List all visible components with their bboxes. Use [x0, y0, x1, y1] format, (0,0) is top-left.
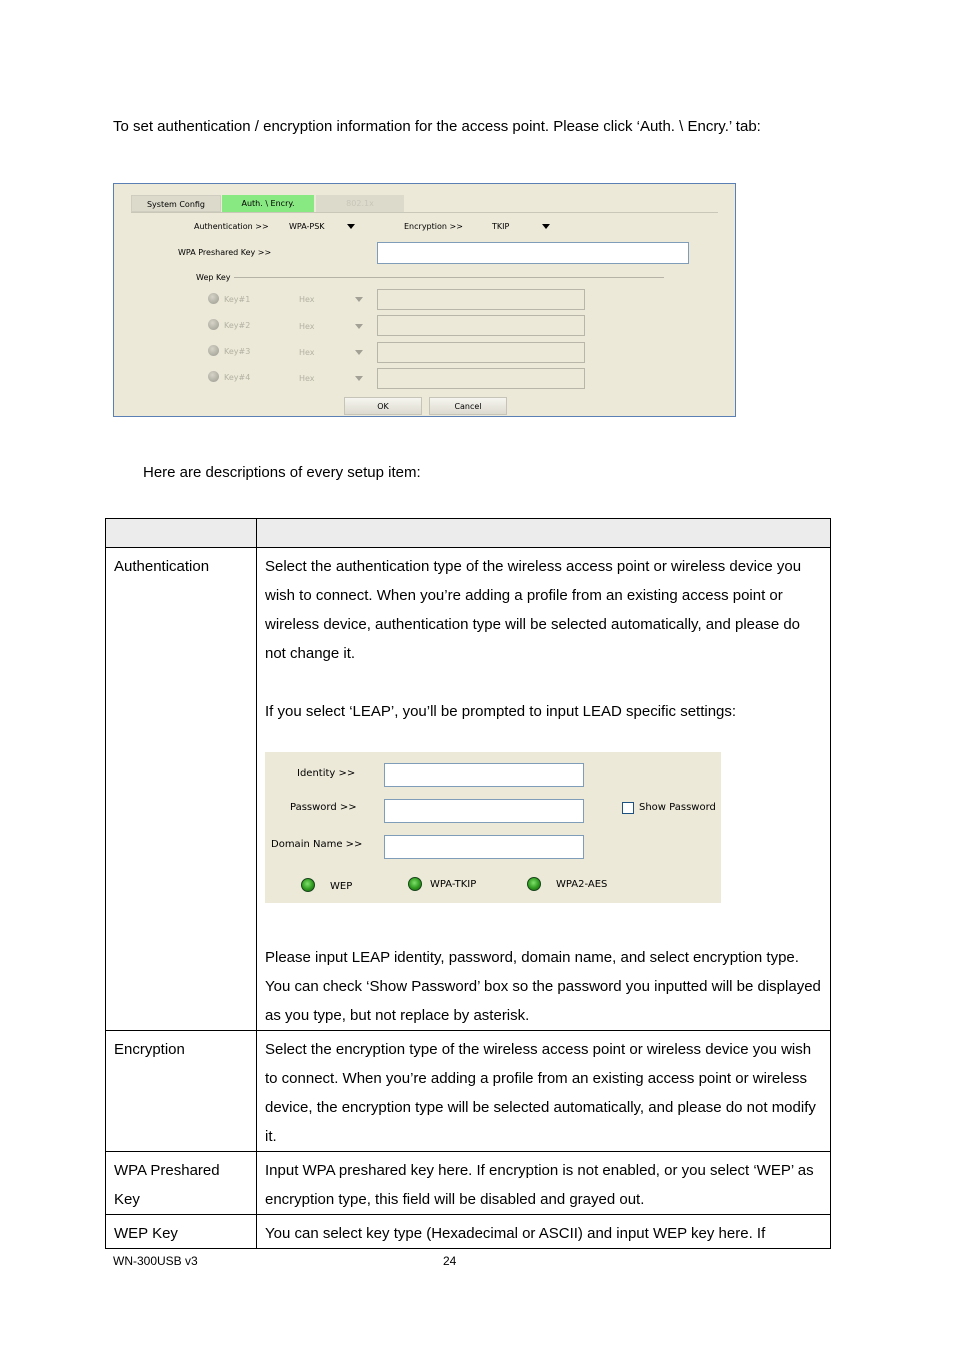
wep-radio-label: WEP — [330, 881, 353, 892]
authentication-label: Authentication >> — [194, 222, 269, 231]
tab-divider — [131, 212, 718, 213]
key2-input[interactable] — [377, 315, 585, 336]
password-input[interactable] — [384, 799, 584, 823]
key3-type-select[interactable]: Hex — [299, 348, 315, 357]
item-description: Select the encryption type of the wireless access point or wireless device you wish to connect. When you’re adding a profile from an existing access point or wireless device, the encryption type will be selected automatically, and please do not modify it. — [257, 1031, 831, 1152]
key3-radio[interactable] — [208, 345, 219, 356]
authentication-select[interactable]: WPA-PSK — [289, 222, 325, 231]
encryption-label: Encryption >> — [404, 222, 463, 231]
key3-label: Key#3 — [224, 347, 251, 356]
key2-radio[interactable] — [208, 319, 219, 330]
domain-name-label: Domain Name >> — [271, 839, 363, 850]
footer-page-number: 24 — [443, 1254, 457, 1268]
table-row — [106, 548, 831, 1031]
wpa-psk-input[interactable] — [377, 242, 689, 264]
wpa-tkip-radio[interactable] — [408, 877, 422, 891]
footer-model: WN-300USB v3 — [113, 1254, 198, 1268]
description-text: If you select ‘LEAP’, you’ll be prompted to input LEAD specific settings: — [265, 703, 737, 720]
wep-radio[interactable] — [301, 878, 315, 892]
wpa2-aes-radio-label: WPA2-AES — [556, 879, 608, 890]
wep-key-group-divider — [234, 277, 664, 278]
description-text: Please input LEAP identity, password, domain name, and select encryption type. You can check ‘Show Password’ box so the password you inputted will be displayed as you type, but not replace by asterisk. — [265, 949, 821, 1024]
descriptions-intro: Here are descriptions of every setup item: — [143, 464, 421, 481]
cancel-button[interactable]: Cancel — [429, 397, 507, 415]
key4-radio[interactable] — [208, 371, 219, 382]
wpa-tkip-radio-label: WPA-TKIP — [430, 879, 477, 890]
authentication-dropdown-icon[interactable] — [347, 224, 355, 229]
wpa-psk-label: WPA Preshared Key >> — [178, 248, 272, 257]
wpa2-aes-radio[interactable] — [527, 877, 541, 891]
item-name: WPA Preshared Key — [106, 1152, 257, 1215]
key4-label: Key#4 — [224, 373, 251, 382]
key3-input[interactable] — [377, 342, 585, 363]
table-header-cell — [106, 519, 257, 548]
table-header-cell — [257, 519, 831, 548]
key1-input[interactable] — [377, 289, 585, 310]
table-header-row — [106, 519, 831, 548]
show-password-label: Show Password — [639, 802, 716, 813]
leap-settings-screenshot — [265, 752, 721, 903]
wep-key-group-label: Wep Key — [196, 273, 231, 282]
ok-button[interactable]: OK — [344, 397, 422, 415]
key3-type-dropdown-icon[interactable] — [355, 350, 363, 355]
key2-type-dropdown-icon[interactable] — [355, 324, 363, 329]
auth-encry-panel — [113, 183, 736, 417]
description-text: Select the authentication type of the wireless access point or wireless device you wish to connect. When you’re adding a profile from an existing access point or wireless device, authentication type will be selected automatically, and please do not change it. — [265, 558, 802, 662]
key1-type-select[interactable]: Hex — [299, 295, 315, 304]
tab-auth-encry[interactable]: Auth. \ Encry. — [222, 195, 314, 212]
tab-system-config[interactable]: System Config — [131, 195, 221, 212]
intro-text: To set authentication / encryption information for the access point. Please click ‘Auth. \ Encry.’ tab: — [113, 118, 761, 135]
key4-type-select[interactable]: Hex — [299, 374, 315, 383]
identity-label: Identity >> — [297, 768, 356, 779]
encryption-select[interactable]: TKIP — [492, 222, 510, 231]
tab-8021x[interactable]: 802.1x — [316, 195, 404, 212]
key2-label: Key#2 — [224, 321, 251, 330]
key1-label: Key#1 — [224, 295, 251, 304]
table-row — [106, 1031, 831, 1152]
password-label: Password >> — [290, 802, 357, 813]
encryption-dropdown-icon[interactable] — [542, 224, 550, 229]
item-description: You can select key type (Hexadecimal or ASCII) and input WEP key here. If — [257, 1215, 831, 1249]
item-description: Input WPA preshared key here. If encryption is not enabled, or you select ‘WEP’ as encryption type, this field will be disabled and grayed out. — [257, 1152, 831, 1215]
identity-input[interactable] — [384, 763, 584, 787]
key1-type-dropdown-icon[interactable] — [355, 297, 363, 302]
table-row — [106, 1152, 831, 1215]
item-name: Authentication — [106, 548, 257, 1031]
show-password-checkbox[interactable] — [622, 802, 634, 814]
key4-type-dropdown-icon[interactable] — [355, 376, 363, 381]
setup-items-table — [105, 518, 831, 1249]
key2-type-select[interactable]: Hex — [299, 322, 315, 331]
domain-name-input[interactable] — [384, 835, 584, 859]
item-description — [257, 548, 831, 1031]
item-name: Encryption — [106, 1031, 257, 1152]
key4-input[interactable] — [377, 368, 585, 389]
key1-radio[interactable] — [208, 293, 219, 304]
table-row — [106, 1215, 831, 1249]
item-name: WEP Key — [106, 1215, 257, 1249]
